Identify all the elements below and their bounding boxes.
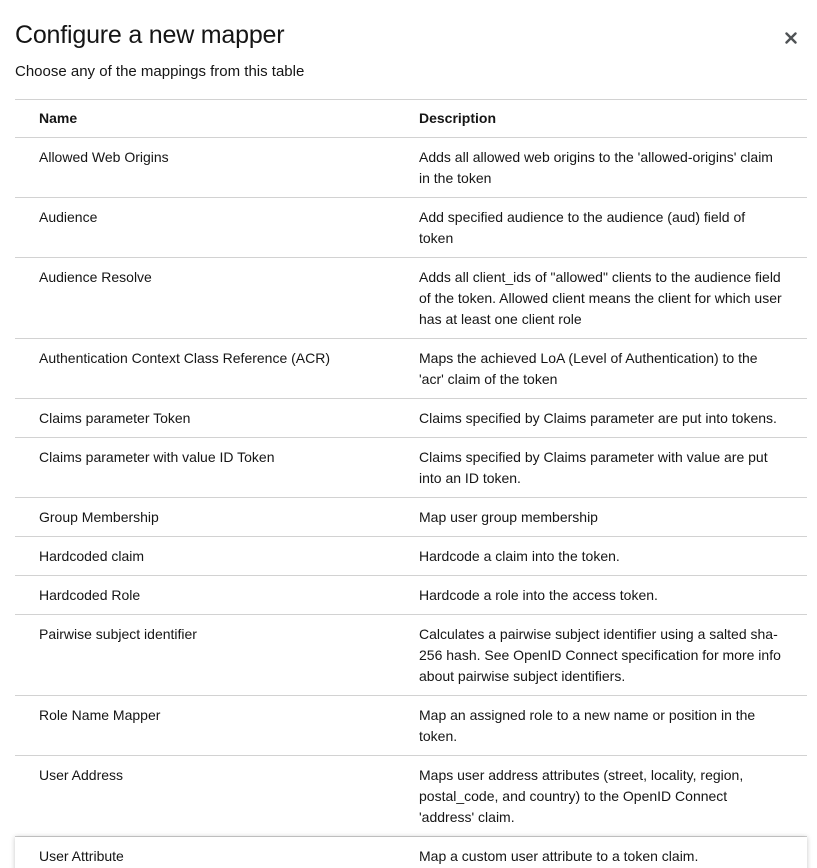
modal-title: Configure a new mapper: [15, 21, 285, 49]
table-row[interactable]: [15, 696, 807, 756]
table-row[interactable]: [15, 339, 807, 399]
mapper-description: Maps the achieved LoA (Level of Authentication) to the 'acr' claim of the token: [419, 350, 758, 387]
mapper-description: Claims specified by Claims parameter with value are put into an ID token.: [419, 449, 768, 486]
mapper-description: Adds all client_ids of "allowed" clients to the audience field of the token. Allowed client means the client for which user has at least one client role: [419, 269, 782, 327]
mapper-name[interactable]: Group Membership: [39, 509, 159, 525]
column-header-description: Description: [419, 110, 497, 126]
mapper-name[interactable]: User Address: [39, 767, 124, 783]
mapper-name[interactable]: Audience Resolve: [39, 269, 152, 285]
mapper-name[interactable]: Authentication Context Class Reference (ACR): [39, 350, 331, 366]
table-row[interactable]: [15, 438, 807, 498]
mapper-description: Add specified audience to the audience (aud) field of token: [419, 209, 746, 246]
mapper-name[interactable]: Claims parameter Token: [39, 410, 191, 426]
table-row[interactable]: [15, 258, 807, 339]
modal-subtitle: Choose any of the mappings from this table: [15, 63, 305, 80]
mapper-description: Claims specified by Claims parameter are put into tokens.: [419, 410, 777, 426]
table-row[interactable]: [15, 615, 807, 696]
mapper-description: Calculates a pairwise subject identifier using a salted sha-256 hash. See OpenID Connect specification for more info about pairwise subject identifiers.: [419, 626, 781, 684]
mapper-description: Map a custom user attribute to a token claim.: [419, 848, 699, 864]
mapper-description: Adds all allowed web origins to the 'allowed-origins' claim in the token: [419, 149, 773, 186]
column-header-name[interactable]: Name: [39, 110, 78, 126]
mapper-name[interactable]: Role Name Mapper: [39, 707, 161, 723]
mapper-description: Map user group membership: [419, 509, 598, 525]
mappings-table: [15, 99, 807, 868]
mapper-name[interactable]: User Attribute: [39, 848, 124, 864]
table-body: [15, 138, 807, 868]
table-row[interactable]: [15, 399, 807, 438]
table-row[interactable]: [15, 537, 807, 576]
mapper-name[interactable]: Pairwise subject identifier: [39, 626, 197, 642]
mapper-description: Maps user address attributes (street, locality, region, postal_code, and country) to the OpenID Connect 'address' claim.: [419, 767, 744, 825]
table-row[interactable]: [15, 498, 807, 537]
mapper-name[interactable]: Hardcoded claim: [39, 548, 145, 564]
table-row[interactable]: [15, 576, 807, 615]
mapper-name[interactable]: Audience: [39, 209, 98, 225]
close-button[interactable]: [780, 26, 802, 50]
table-row[interactable]: [15, 138, 807, 198]
table-row[interactable]: [15, 198, 807, 258]
mapper-description: Hardcode a role into the access token.: [419, 587, 658, 603]
mapper-name[interactable]: Claims parameter with value ID Token: [39, 449, 275, 465]
mapper-name[interactable]: Hardcoded Role: [39, 587, 141, 603]
mapper-description: Hardcode a claim into the token.: [419, 548, 620, 564]
close-icon: [785, 32, 797, 44]
mapper-name[interactable]: Allowed Web Origins: [39, 149, 169, 165]
table-row[interactable]: [15, 756, 807, 837]
mapper-description: Map an assigned role to a new name or position in the token.: [419, 707, 756, 744]
table-row[interactable]: [15, 837, 807, 868]
table-header-row: [15, 100, 807, 138]
